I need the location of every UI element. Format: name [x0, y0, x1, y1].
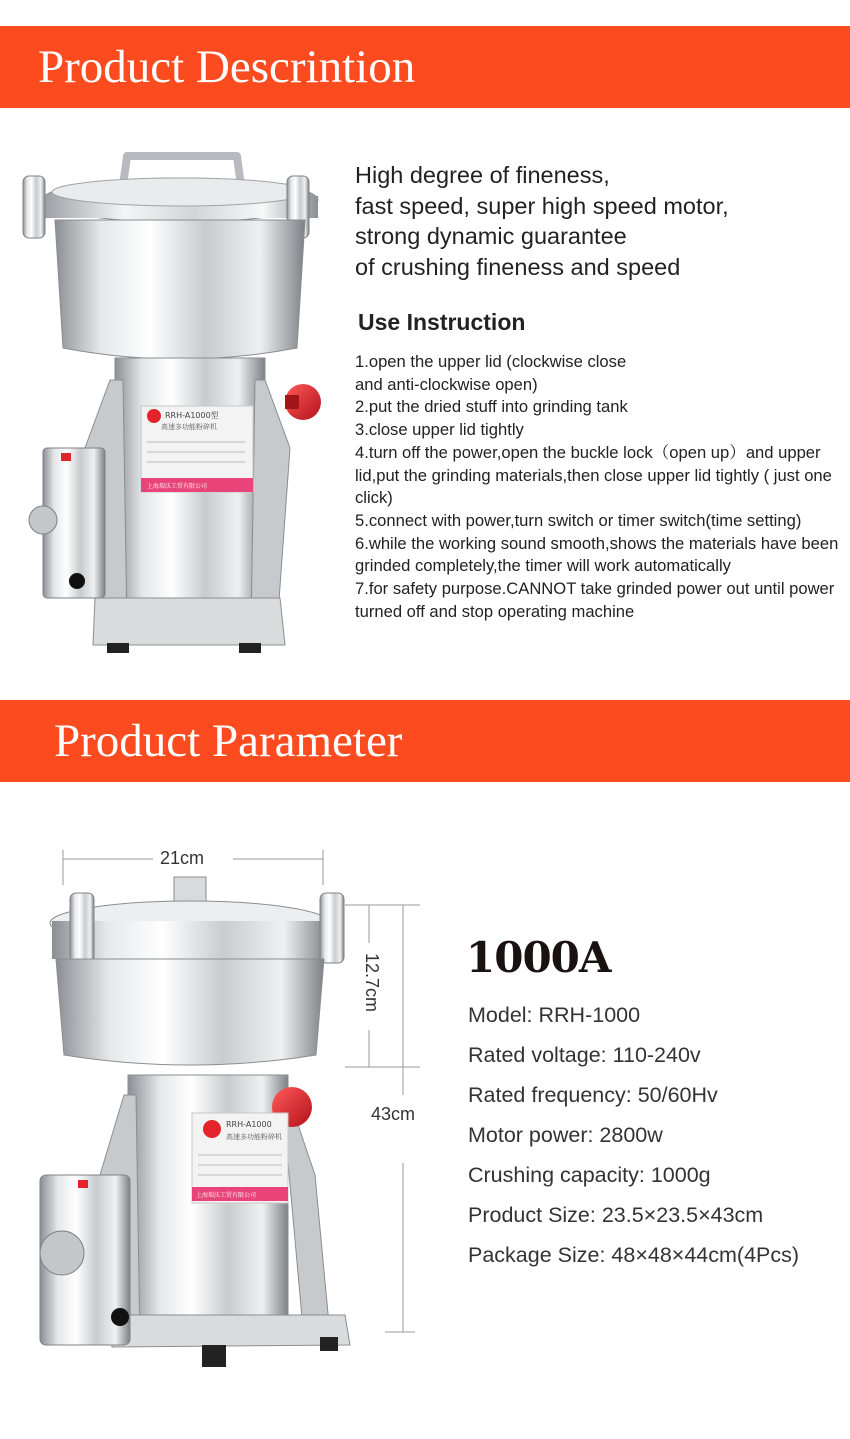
parameter-package-size: Package Size: 48×48×44cm(4Pcs)	[468, 1243, 800, 1267]
section-title-parameter: Product Parameter	[54, 715, 403, 767]
parameter-motor-power: Motor power: 2800w	[468, 1123, 663, 1147]
section-banner-parameter	[0, 700, 850, 782]
tagline-line: strong dynamic guarantee	[355, 223, 627, 249]
instruction-step: 7.for safety purpose.CANNOT take grinded power out until power turned off and stop operating machine	[355, 579, 839, 621]
instruction-step: 2.put the dried stuff into grinding tank	[355, 397, 628, 417]
parameter-model: Model: RRH-1000	[468, 1003, 641, 1027]
parameter-list	[468, 1003, 848, 1283]
machine-label-model-2: RRH-A1000	[226, 1120, 272, 1129]
instruction-step: 1.open the upper lid (clockwise close and anti-clockwise open)	[355, 352, 627, 394]
parameter-crushing-capacity: Crushing capacity: 1000g	[468, 1163, 711, 1187]
tagline-line: of crushing fineness and speed	[355, 253, 681, 280]
section-banner-description	[0, 26, 850, 108]
dimension-total-height-label: 43cm	[371, 1104, 416, 1124]
use-instruction-heading: Use Instruction	[358, 309, 526, 335]
product-tagline	[355, 160, 835, 282]
instruction-step: 6.while the working sound smooth,shows the materials have been grinded completely,the timer will work automatically	[355, 533, 843, 576]
machine-label-name: 高速多功能粉碎机	[161, 423, 217, 431]
machine-label-company: 上海瑞沃工贸有限公司	[147, 483, 208, 490]
tagline-line: fast speed, super high speed motor,	[355, 192, 729, 219]
section-title-description: Product Descrintion	[38, 41, 416, 93]
dimension-width-label: 21cm	[160, 848, 205, 868]
machine-label-model: RRH-A1000型	[165, 411, 219, 420]
tagline-line: High degree of fineness,	[355, 162, 610, 188]
instruction-step: 5.connect with power,turn switch or timer switch(time setting)	[355, 510, 802, 530]
use-instruction-steps	[355, 351, 845, 623]
parameter-product-size: Product Size: 23.5×23.5×43cm	[468, 1203, 764, 1227]
machine-label-name-2: 高速多功能粉碎机	[226, 1133, 282, 1141]
parameter-rated-voltage: Rated voltage: 110-240v	[468, 1043, 701, 1067]
grinder-product-image-parameter	[20, 875, 360, 1375]
grinder-product-image	[15, 148, 335, 660]
dimension-lid-height-label: 12.7cm	[362, 953, 382, 1013]
machine-label-company-2: 上海瑞沃工贸有限公司	[196, 1192, 257, 1199]
instruction-step: 3.close upper lid tightly	[355, 420, 524, 440]
model-heading: 1000A	[466, 933, 611, 982]
instruction-step: 4.turn off the power,open the buckle lock（open up）and upper lid,put the grinding materials,then close upper lid tightly ( just one click)	[355, 442, 837, 508]
parameter-rated-frequency: Rated frequency: 50/60Hv	[468, 1083, 718, 1107]
